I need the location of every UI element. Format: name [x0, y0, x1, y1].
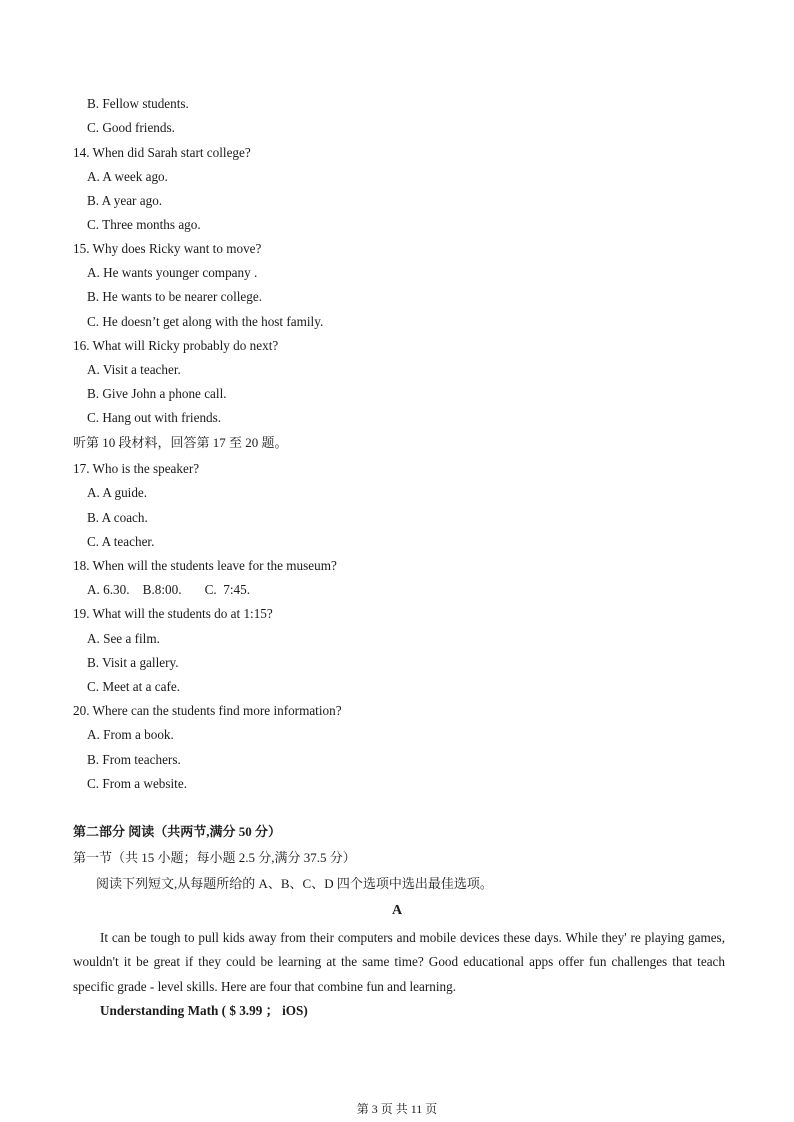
q13-option-c: C. Good friends.	[87, 120, 175, 135]
q20-option-a: A. From a book.	[87, 727, 174, 742]
q16-option-b: B. Give John a phone call.	[87, 386, 227, 401]
q16-option-a: A. Visit a teacher.	[87, 362, 181, 377]
passage-label: A	[391, 903, 403, 918]
q14-option-a: A. A week ago.	[87, 169, 168, 184]
q13-option-b: B. Fellow students.	[87, 96, 189, 111]
reading-instruction: 阅读下列短文,从每题所给的 A、B、C、D 四个选项中选出最佳选项。	[96, 876, 493, 891]
q15-option-c: C. He doesn’t get along with the host family.	[87, 314, 324, 329]
question-17: 17. Who is the speaker?	[73, 461, 200, 476]
app-title: Understanding Math ( $ 3.99 ； iOS)	[100, 1003, 308, 1018]
q19-option-c: C. Meet at a cafe.	[87, 679, 180, 694]
question-15: 15. Why does Ricky want to move?	[73, 241, 262, 256]
q15-option-b: B. He wants to be nearer college.	[87, 289, 263, 304]
q19-option-a: A. See a film.	[87, 631, 160, 646]
q14-option-b: B. A year ago.	[87, 193, 163, 208]
reading-section-title: 第一节（共 15 小题；每小题 2.5 分,满分 37.5 分）	[73, 850, 356, 865]
q14-option-c: C. Three months ago.	[87, 217, 201, 232]
q18-options: A. 6.30. B.8:00. C. 7:45.	[87, 582, 251, 597]
q20-option-b: B. From teachers.	[87, 752, 181, 767]
q17-option-c: C. A teacher.	[87, 534, 155, 549]
page-footer: 第 3 页 共 11 页	[356, 1102, 438, 1116]
section-10-instruction: 听第 10 段材料，回答第 17 至 20 题。	[73, 435, 288, 450]
question-20: 20. Where can the students find more information?	[73, 703, 342, 718]
q16-option-c: C. Hang out with friends.	[87, 410, 222, 425]
question-19: 19. What will the students do at 1:15?	[73, 606, 273, 621]
q20-option-c: C. From a website.	[87, 776, 187, 791]
question-16: 16. What will Ricky probably do next?	[73, 338, 279, 353]
q17-option-b: B. A coach.	[87, 510, 148, 525]
question-14: 14. When did Sarah start college?	[73, 145, 251, 160]
q19-option-b: B. Visit a gallery.	[87, 655, 179, 670]
reading-part-title: 第二部分 阅读（共两节,满分 50 分）	[73, 824, 282, 839]
question-18: 18. When will the students leave for the museum?	[73, 558, 337, 573]
passage-paragraph: It can be tough to pull kids away from their computers and mobile devices these days. While they' re playing games, wouldn't it be great if they could be learning at the same time? Good educational apps offer fun challenges that teach specific grade - level skills. Here are four that combine fun and learning.	[73, 930, 725, 994]
q17-option-a: A. A guide.	[87, 485, 148, 500]
q15-option-a: A. He wants younger company .	[87, 265, 258, 280]
